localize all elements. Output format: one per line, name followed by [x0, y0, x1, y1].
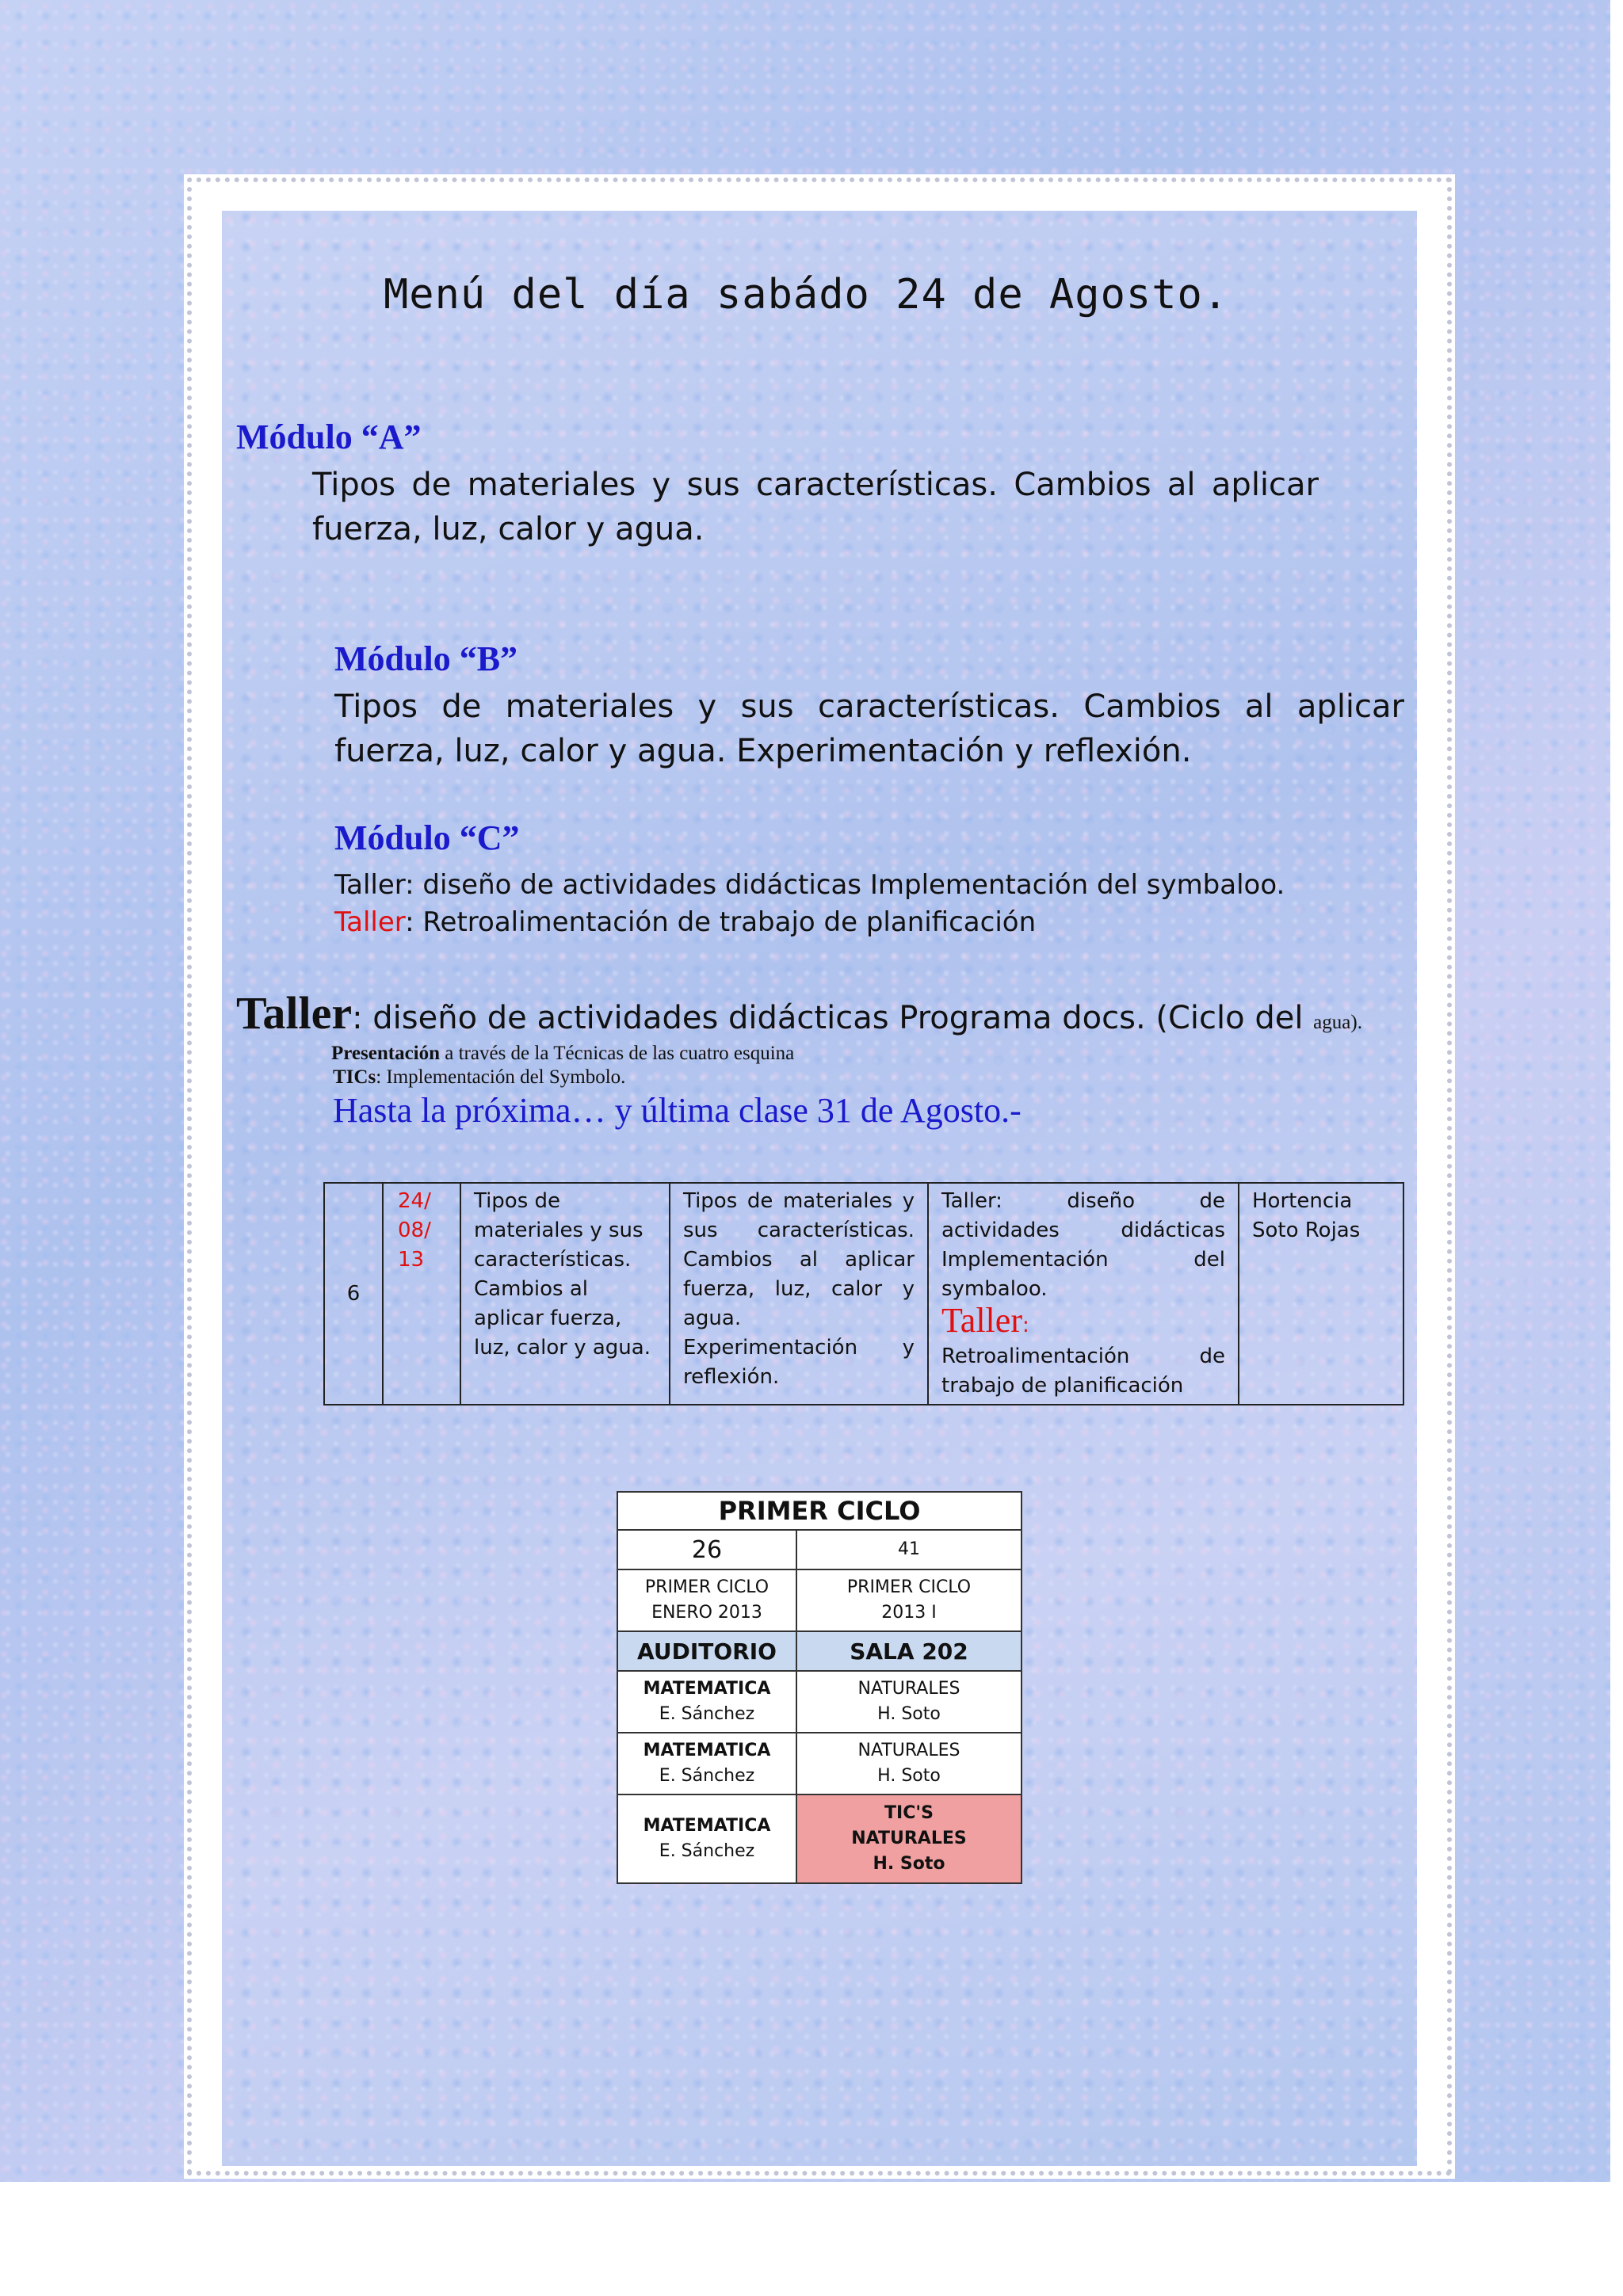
modulo-c-line2 [334, 904, 1036, 940]
table-row [617, 1794, 1022, 1883]
date-line: 08/ [398, 1219, 431, 1242]
ciclo-cell-left [617, 1733, 796, 1794]
ciclo-sub-right [796, 1569, 1022, 1631]
teacher: E. Sánchez [659, 1841, 755, 1861]
table-row [617, 1631, 1022, 1671]
table-row [617, 1530, 1022, 1569]
ciclo-header: PRIMER CICLO [617, 1492, 1022, 1530]
modulo-a-heading: Módulo “A” [236, 418, 422, 456]
subject: NATURALES [857, 1741, 960, 1760]
page-title: Menú del día sabádo 24 de Agosto. [384, 271, 1229, 318]
tics-label: TICs [333, 1066, 376, 1088]
schedule-modulo-b: Tipos de materiales y sus características. Cambios al aplicar fuerza, luz, calor y agua. Experimentación y reflexión. [670, 1183, 928, 1405]
ciclo-room-right: SALA 202 [796, 1631, 1022, 1671]
tics-line [333, 1066, 625, 1089]
teacher: E. Sánchez [659, 1704, 755, 1724]
schedule-teacher: Hortencia Soto Rojas [1239, 1183, 1403, 1405]
ciclo-room-left: AUDITORIO [617, 1631, 796, 1671]
modulo-a-text: Tipos de materiales y sus características. Cambios al aplicar fuerza, luz, calor y agua. [312, 467, 1319, 547]
teacher: E. Sánchez [659, 1766, 755, 1786]
cell-line: PRIMER CICLO [644, 1577, 769, 1597]
schedule-taller-2-head [941, 1301, 1225, 1342]
teacher: H. Soto [877, 1704, 941, 1724]
taller-red-label: Taller [334, 906, 406, 938]
modulo-b-text: Tipos de materiales y sus características. Cambios al aplicar fuerza, luz, calor y agua. Experimentación y reflexión. [334, 688, 1404, 769]
subject: MATEMATICA [643, 1741, 771, 1760]
table-row [617, 1569, 1022, 1631]
schedule-taller-colon: : [1022, 1314, 1029, 1337]
tics-text: : Implementación del Symbolo. [376, 1066, 626, 1088]
subject: TIC'S [884, 1803, 934, 1823]
table-row [324, 1183, 1403, 1405]
table-row [617, 1733, 1022, 1794]
ciclo-cell-right [796, 1671, 1022, 1733]
schedule-modulo-c [928, 1183, 1239, 1405]
cell-line: PRIMER CICLO [846, 1577, 972, 1597]
taller-word: Taller [236, 987, 353, 1039]
ciclo-cell-left [617, 1671, 796, 1733]
modulo-b-heading: Módulo “B” [334, 639, 518, 678]
subject: MATEMATICA [643, 1816, 771, 1836]
modulo-c-line2-rest: : Retroalimentación de trabajo de planificación [405, 906, 1037, 938]
modulo-c-heading: Módulo “C” [334, 818, 520, 857]
cell-line: ENERO 2013 [651, 1603, 762, 1623]
schedule-taller-2: Retroalimentación de trabajo de planificación [941, 1344, 1225, 1398]
schedule-table [323, 1182, 1404, 1405]
subject: NATURALES [857, 1679, 960, 1699]
table-row [617, 1671, 1022, 1733]
presentacion-label: Presentación [331, 1043, 441, 1064]
ciclo-sub-left [617, 1569, 796, 1631]
ciclo-cell-right [796, 1733, 1022, 1794]
presentacion-text: a través de la Técnicas de las cuatro esquina [440, 1043, 795, 1064]
presentacion-line [331, 1043, 794, 1065]
ciclo-cell-left [617, 1794, 796, 1883]
taller-rest: : diseño de actividades didácticas Programa docs. (Ciclo del [352, 1000, 1314, 1036]
schedule-taller-1: Taller: diseño de actividades didácticas Implementación del symbaloo. [941, 1189, 1225, 1301]
table-row [617, 1492, 1022, 1530]
ciclo-num-left: 26 [617, 1530, 796, 1569]
subject: NATURALES [851, 1829, 967, 1848]
ciclo-num-right: 41 [796, 1530, 1022, 1569]
subject: MATEMATICA [643, 1679, 771, 1699]
ciclo-cell-highlight [796, 1794, 1022, 1883]
primer-ciclo-table [617, 1491, 1022, 1884]
teacher: H. Soto [877, 1766, 941, 1786]
taller-small: agua). [1313, 1012, 1362, 1033]
schedule-modulo-a: Tipos de materiales y sus características. Cambios al aplicar fuerza, luz, calor y agua. [460, 1183, 670, 1405]
closing-text: Hasta la próxima… y última clase 31 de Agosto.- [333, 1091, 1022, 1130]
schedule-taller-red: Taller [941, 1301, 1022, 1340]
cell-line: 2013 I [881, 1603, 937, 1623]
modulo-c-line1: Taller: diseño de actividades didácticas Implementación del symbaloo. [334, 869, 1285, 901]
date-line: 24/ [398, 1189, 431, 1213]
date-line: 13 [398, 1248, 425, 1272]
schedule-number: 6 [324, 1183, 383, 1405]
teacher: H. Soto [873, 1854, 945, 1874]
schedule-date [383, 1183, 460, 1405]
